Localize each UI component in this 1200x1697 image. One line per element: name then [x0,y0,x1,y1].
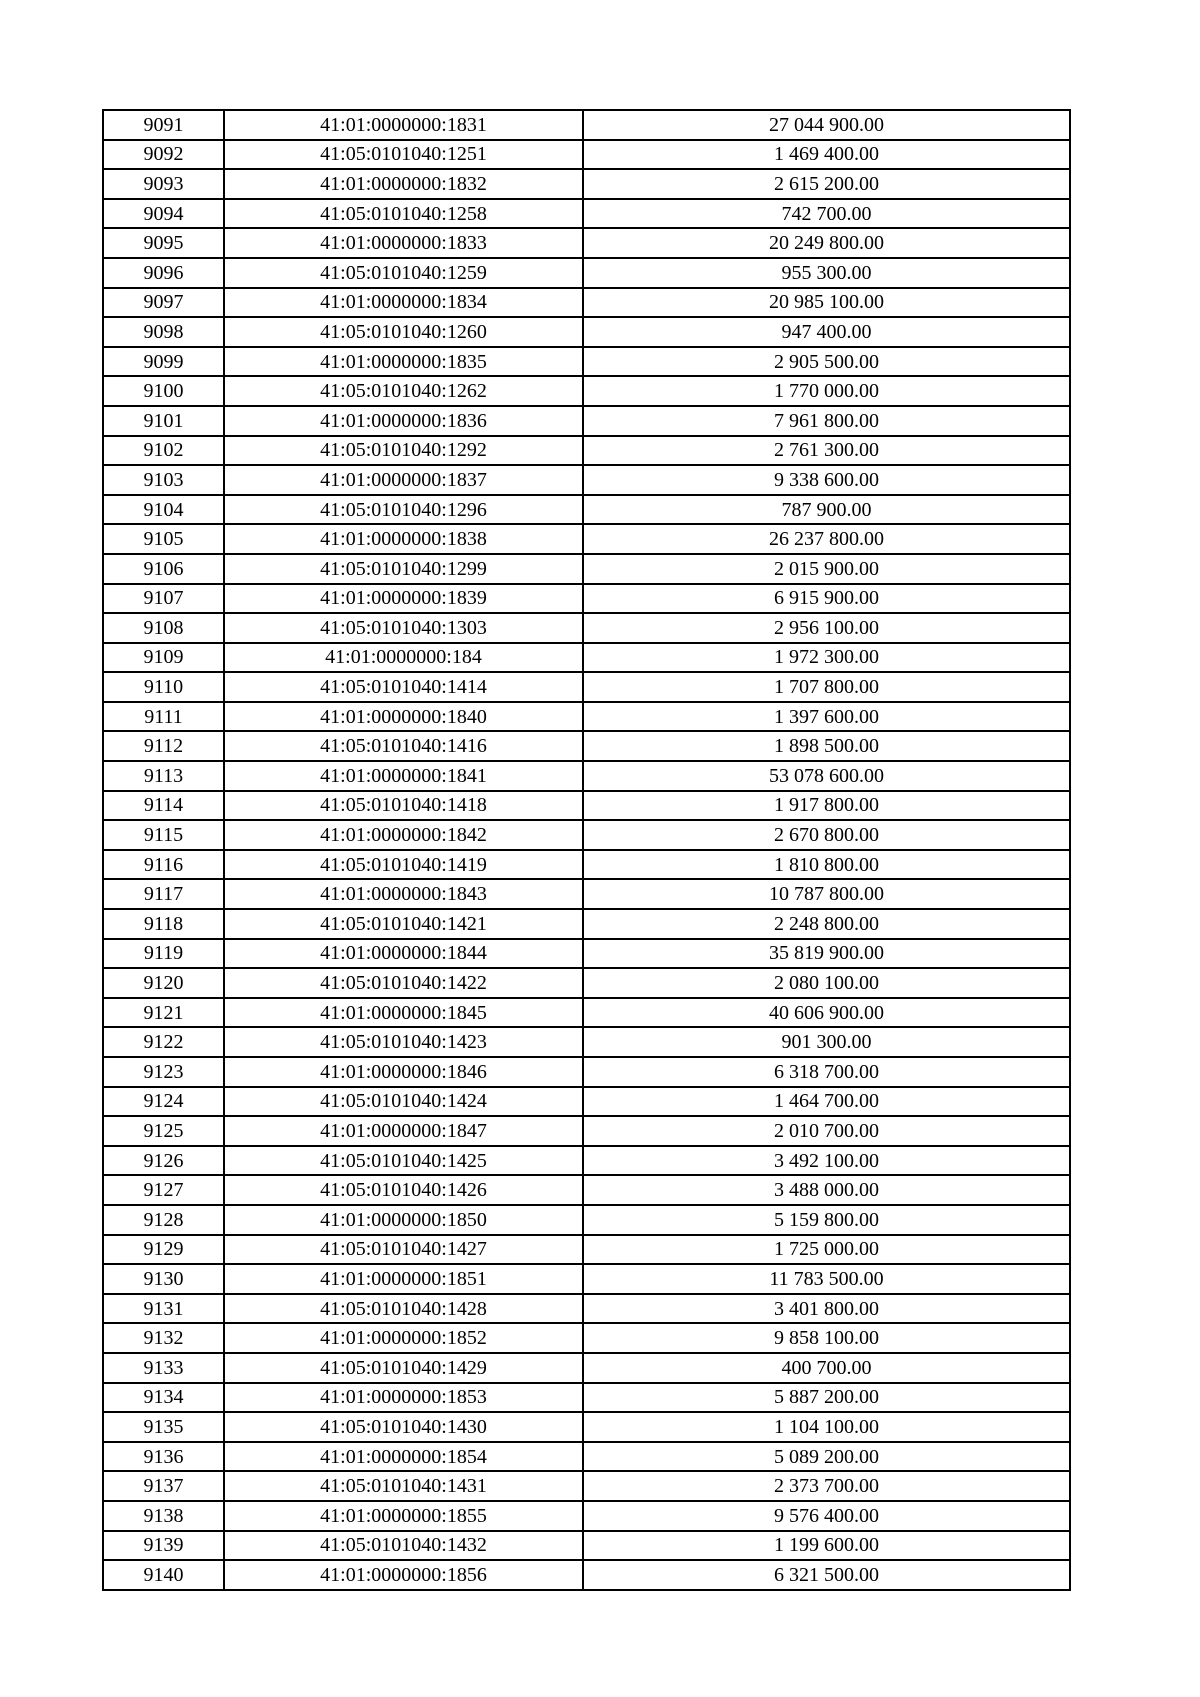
row-number-cell: 9134 [103,1383,224,1413]
table-row [103,110,1070,140]
table-row [103,524,1070,554]
cadastral-value-cell: 947 400.00 [583,317,1070,347]
table-row [103,672,1070,702]
row-number-cell: 9099 [103,347,224,377]
cadastral-number-cell: 41:01:0000000:1852 [224,1323,583,1353]
cadastral-value-cell: 1 199 600.00 [583,1531,1070,1561]
table-row [103,376,1070,406]
row-number-cell: 9130 [103,1264,224,1294]
cadastral-value-cell: 3 488 000.00 [583,1175,1070,1205]
cadastral-value-cell: 20 249 800.00 [583,228,1070,258]
cadastral-value-cell: 1 972 300.00 [583,643,1070,673]
cadastral-value-cell: 1 770 000.00 [583,376,1070,406]
cadastral-value-cell: 742 700.00 [583,199,1070,229]
cadastral-value-cell: 6 321 500.00 [583,1560,1070,1590]
row-number-cell: 9100 [103,376,224,406]
table-row [103,820,1070,850]
cadastral-number-cell: 41:05:0101040:1299 [224,554,583,584]
cadastral-value-cell: 1 397 600.00 [583,702,1070,732]
cadastral-number-cell: 41:01:0000000:1846 [224,1057,583,1087]
cadastre-value-table [102,109,1071,1591]
row-number-cell: 9094 [103,199,224,229]
cadastral-value-cell: 2 080 100.00 [583,968,1070,998]
table-row [103,850,1070,880]
table-row [103,731,1070,761]
row-number-cell: 9101 [103,406,224,436]
cadastral-value-cell: 1 707 800.00 [583,672,1070,702]
cadastral-number-cell: 41:05:0101040:1418 [224,791,583,821]
table-row [103,1560,1070,1590]
row-number-cell: 9118 [103,909,224,939]
table-row [103,1383,1070,1413]
cadastral-number-cell: 41:01:0000000:1837 [224,465,583,495]
cadastral-number-cell: 41:01:0000000:1838 [224,524,583,554]
row-number-cell: 9097 [103,288,224,318]
row-number-cell: 9124 [103,1087,224,1117]
table-row [103,1264,1070,1294]
cadastral-value-cell: 2 015 900.00 [583,554,1070,584]
cadastral-number-cell: 41:05:0101040:1430 [224,1412,583,1442]
table-row [103,584,1070,614]
table-row [103,1027,1070,1057]
row-number-cell: 9116 [103,850,224,880]
row-number-cell: 9117 [103,879,224,909]
cadastral-number-cell: 41:01:0000000:1855 [224,1501,583,1531]
cadastral-value-cell: 20 985 100.00 [583,288,1070,318]
row-number-cell: 9113 [103,761,224,791]
row-number-cell: 9093 [103,169,224,199]
table-row [103,939,1070,969]
cadastral-number-cell: 41:01:0000000:1833 [224,228,583,258]
cadastral-value-cell: 11 783 500.00 [583,1264,1070,1294]
row-number-cell: 9120 [103,968,224,998]
row-number-cell: 9127 [103,1175,224,1205]
cadastral-value-cell: 53 078 600.00 [583,761,1070,791]
cadastral-number-cell: 41:01:0000000:1843 [224,879,583,909]
table-row [103,1175,1070,1205]
row-number-cell: 9092 [103,140,224,170]
cadastral-number-cell: 41:01:0000000:1831 [224,110,583,140]
row-number-cell: 9110 [103,672,224,702]
table-row [103,1442,1070,1472]
table-row [103,879,1070,909]
cadastral-value-cell: 5 159 800.00 [583,1205,1070,1235]
cadastral-number-cell: 41:05:0101040:1421 [224,909,583,939]
cadastral-value-cell: 1 469 400.00 [583,140,1070,170]
table-row [103,1087,1070,1117]
table-row [103,288,1070,318]
table-body [103,110,1070,1590]
row-number-cell: 9119 [103,939,224,969]
cadastral-number-cell: 41:05:0101040:1429 [224,1353,583,1383]
table-row [103,317,1070,347]
table-row [103,258,1070,288]
table-row [103,169,1070,199]
cadastral-value-cell: 40 606 900.00 [583,998,1070,1028]
row-number-cell: 9136 [103,1442,224,1472]
cadastral-number-cell: 41:01:0000000:1836 [224,406,583,436]
table-row [103,1235,1070,1265]
cadastral-number-cell: 41:05:0101040:1258 [224,199,583,229]
row-number-cell: 9131 [103,1294,224,1324]
cadastral-number-cell: 41:05:0101040:1416 [224,731,583,761]
cadastral-value-cell: 9 576 400.00 [583,1501,1070,1531]
cadastral-number-cell: 41:01:0000000:184 [224,643,583,673]
table-row [103,643,1070,673]
cadastral-number-cell: 41:05:0101040:1292 [224,436,583,466]
cadastral-value-cell: 1 898 500.00 [583,731,1070,761]
cadastral-number-cell: 41:05:0101040:1260 [224,317,583,347]
cadastral-number-cell: 41:01:0000000:1835 [224,347,583,377]
cadastral-value-cell: 2 956 100.00 [583,613,1070,643]
table-row [103,1471,1070,1501]
cadastral-value-cell: 2 670 800.00 [583,820,1070,850]
row-number-cell: 9121 [103,998,224,1028]
row-number-cell: 9104 [103,495,224,525]
cadastral-value-cell: 955 300.00 [583,258,1070,288]
cadastral-value-cell: 2 373 700.00 [583,1471,1070,1501]
table-row [103,702,1070,732]
row-number-cell: 9102 [103,436,224,466]
cadastral-value-cell: 1 725 000.00 [583,1235,1070,1265]
cadastral-number-cell: 41:01:0000000:1839 [224,584,583,614]
cadastral-number-cell: 41:05:0101040:1251 [224,140,583,170]
table-row [103,228,1070,258]
cadastral-number-cell: 41:05:0101040:1422 [224,968,583,998]
cadastral-number-cell: 41:01:0000000:1842 [224,820,583,850]
table-row [103,1057,1070,1087]
cadastral-number-cell: 41:01:0000000:1854 [224,1442,583,1472]
cadastral-value-cell: 6 915 900.00 [583,584,1070,614]
cadastral-number-cell: 41:01:0000000:1840 [224,702,583,732]
row-number-cell: 9128 [103,1205,224,1235]
cadastral-value-cell: 2 615 200.00 [583,169,1070,199]
cadastral-number-cell: 41:01:0000000:1853 [224,1383,583,1413]
row-number-cell: 9095 [103,228,224,258]
cadastral-value-cell: 2 248 800.00 [583,909,1070,939]
cadastral-value-cell: 901 300.00 [583,1027,1070,1057]
row-number-cell: 9112 [103,731,224,761]
cadastral-number-cell: 41:05:0101040:1303 [224,613,583,643]
cadastral-number-cell: 41:05:0101040:1427 [224,1235,583,1265]
cadastral-number-cell: 41:05:0101040:1296 [224,495,583,525]
table-row [103,465,1070,495]
table-row [103,406,1070,436]
row-number-cell: 9125 [103,1116,224,1146]
cadastral-value-cell: 1 464 700.00 [583,1087,1070,1117]
cadastral-number-cell: 41:05:0101040:1431 [224,1471,583,1501]
cadastral-number-cell: 41:05:0101040:1414 [224,672,583,702]
table-row [103,347,1070,377]
table-row [103,613,1070,643]
cadastral-number-cell: 41:05:0101040:1426 [224,1175,583,1205]
cadastral-number-cell: 41:01:0000000:1847 [224,1116,583,1146]
cadastral-value-cell: 400 700.00 [583,1353,1070,1383]
cadastral-number-cell: 41:01:0000000:1834 [224,288,583,318]
cadastral-value-cell: 26 237 800.00 [583,524,1070,554]
row-number-cell: 9135 [103,1412,224,1442]
table-row [103,1531,1070,1561]
row-number-cell: 9138 [103,1501,224,1531]
cadastral-number-cell: 41:01:0000000:1832 [224,169,583,199]
table-row [103,761,1070,791]
cadastral-number-cell: 41:01:0000000:1845 [224,998,583,1028]
cadastral-value-cell: 6 318 700.00 [583,1057,1070,1087]
cadastral-value-cell: 787 900.00 [583,495,1070,525]
cadastral-value-cell: 1 917 800.00 [583,791,1070,821]
cadastral-value-cell: 2 010 700.00 [583,1116,1070,1146]
table-row [103,1294,1070,1324]
cadastral-number-cell: 41:05:0101040:1423 [224,1027,583,1057]
row-number-cell: 9126 [103,1146,224,1176]
cadastral-value-cell: 27 044 900.00 [583,110,1070,140]
table-row [103,791,1070,821]
table-row [103,1116,1070,1146]
cadastral-value-cell: 3 401 800.00 [583,1294,1070,1324]
cadastral-number-cell: 41:05:0101040:1259 [224,258,583,288]
row-number-cell: 9140 [103,1560,224,1590]
table-row [103,1205,1070,1235]
row-number-cell: 9137 [103,1471,224,1501]
table-row [103,554,1070,584]
cadastral-number-cell: 41:05:0101040:1428 [224,1294,583,1324]
cadastral-number-cell: 41:01:0000000:1850 [224,1205,583,1235]
row-number-cell: 9139 [103,1531,224,1561]
row-number-cell: 9115 [103,820,224,850]
row-number-cell: 9111 [103,702,224,732]
table-row [103,436,1070,466]
row-number-cell: 9129 [103,1235,224,1265]
cadastral-value-cell: 1 810 800.00 [583,850,1070,880]
row-number-cell: 9091 [103,110,224,140]
cadastral-number-cell: 41:05:0101040:1424 [224,1087,583,1117]
cadastral-value-cell: 1 104 100.00 [583,1412,1070,1442]
row-number-cell: 9098 [103,317,224,347]
table-row [103,1146,1070,1176]
table-row [103,140,1070,170]
cadastral-number-cell: 41:01:0000000:1851 [224,1264,583,1294]
row-number-cell: 9109 [103,643,224,673]
row-number-cell: 9107 [103,584,224,614]
table-row [103,968,1070,998]
cadastral-value-cell: 9 858 100.00 [583,1323,1070,1353]
cadastral-value-cell: 10 787 800.00 [583,879,1070,909]
row-number-cell: 9105 [103,524,224,554]
table-row [103,1353,1070,1383]
cadastral-value-cell: 2 905 500.00 [583,347,1070,377]
cadastral-value-cell: 7 961 800.00 [583,406,1070,436]
table-row [103,495,1070,525]
table-row [103,1501,1070,1531]
cadastral-value-cell: 2 761 300.00 [583,436,1070,466]
cadastral-value-cell: 5 089 200.00 [583,1442,1070,1472]
row-number-cell: 9108 [103,613,224,643]
row-number-cell: 9132 [103,1323,224,1353]
cadastral-value-cell: 5 887 200.00 [583,1383,1070,1413]
row-number-cell: 9114 [103,791,224,821]
cadastral-value-cell: 3 492 100.00 [583,1146,1070,1176]
row-number-cell: 9122 [103,1027,224,1057]
cadastral-number-cell: 41:05:0101040:1262 [224,376,583,406]
cadastral-number-cell: 41:01:0000000:1856 [224,1560,583,1590]
cadastral-number-cell: 41:01:0000000:1841 [224,761,583,791]
table-row [103,1323,1070,1353]
cadastral-number-cell: 41:05:0101040:1425 [224,1146,583,1176]
table-row [103,909,1070,939]
row-number-cell: 9106 [103,554,224,584]
row-number-cell: 9096 [103,258,224,288]
table-row [103,1412,1070,1442]
cadastral-number-cell: 41:05:0101040:1419 [224,850,583,880]
row-number-cell: 9123 [103,1057,224,1087]
table-row [103,199,1070,229]
cadastral-value-cell: 9 338 600.00 [583,465,1070,495]
row-number-cell: 9103 [103,465,224,495]
cadastral-number-cell: 41:05:0101040:1432 [224,1531,583,1561]
row-number-cell: 9133 [103,1353,224,1383]
table-row [103,998,1070,1028]
cadastral-value-cell: 35 819 900.00 [583,939,1070,969]
cadastral-number-cell: 41:01:0000000:1844 [224,939,583,969]
